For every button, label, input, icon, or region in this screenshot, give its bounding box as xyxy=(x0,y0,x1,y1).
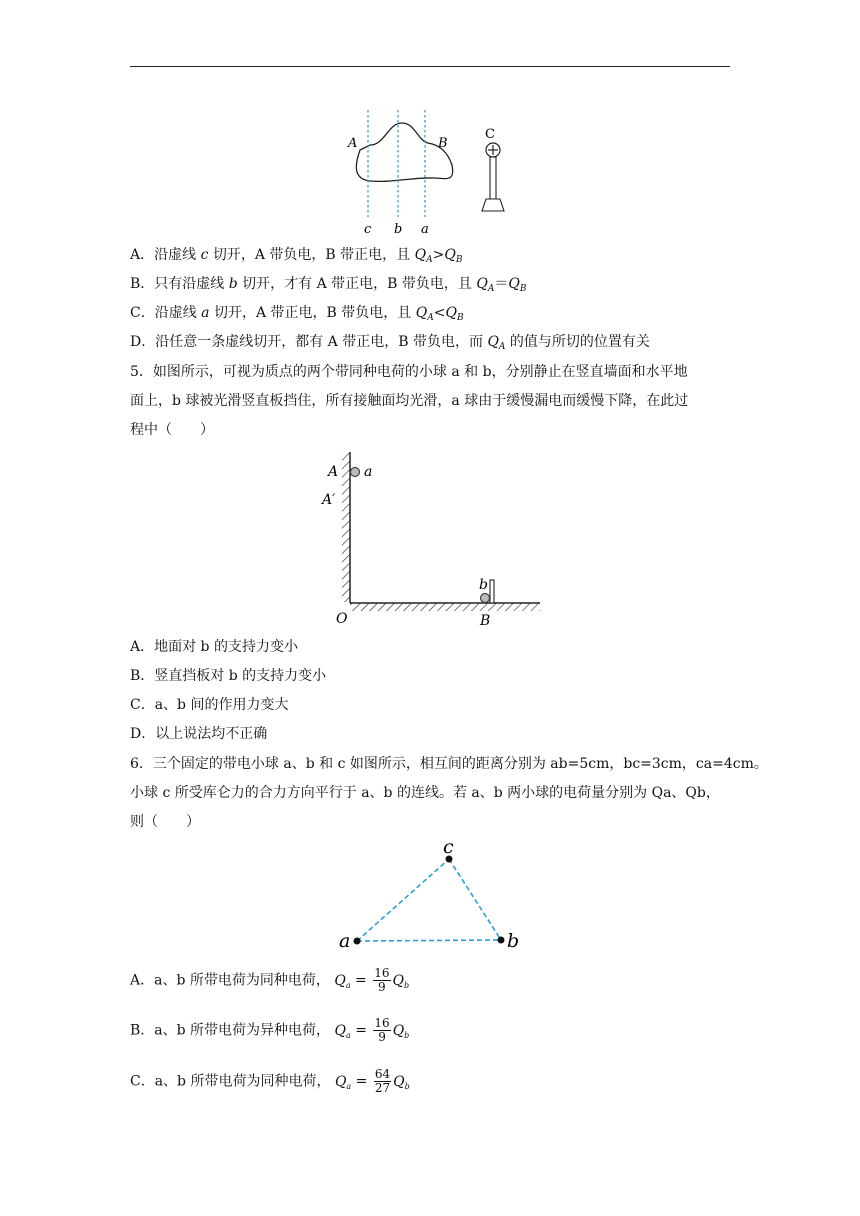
label-Aprime: A′ xyxy=(322,492,336,508)
q6-stem-line2: 小球 c 所受库仑力的合力方向平行于 a、b 的连线。若 a、b 两小球的电荷量分别为 Qa、Qb， xyxy=(130,785,720,801)
q6-option-b[interactable]: B．a、b 所带电荷为异种电荷， $Q_a$ = $\frac{16}{9}$ $Q_b$ xyxy=(130,1016,410,1044)
wall-hatch xyxy=(342,452,350,602)
side-ab xyxy=(357,940,501,941)
header-rule xyxy=(130,66,730,67)
label-B: B xyxy=(438,136,448,151)
baffle-board xyxy=(490,580,494,603)
q6-option-a[interactable]: A．a、b 所带电荷为同种电荷， $Q_a$ = $\frac{16}{9}$ $Q_b$ xyxy=(130,966,410,994)
q5-stem-line2: 面上，b 球被光滑竖直板挡住，所有接触面均光滑，a 球由于缓慢漏电而缓慢下降，在此过 xyxy=(130,393,689,409)
q5-stem-line3: 程中（ ） xyxy=(130,422,214,438)
q5-option-b[interactable]: B．竖直挡板对 b 的支持力变小 xyxy=(130,668,327,684)
label-a: a xyxy=(364,464,373,480)
label-C: C xyxy=(485,127,495,142)
label-A: A xyxy=(328,464,339,480)
label-c: c xyxy=(443,836,454,858)
figure-conductor xyxy=(340,105,520,240)
label-b: b xyxy=(479,577,488,593)
label-O: O xyxy=(336,611,348,627)
q5-stem-line1: 5．如图所示，可视为质点的两个带同种电荷的小球 a 和 b，分别静止在竖直墙面和水平地 xyxy=(130,364,688,380)
ball-b xyxy=(481,594,490,603)
ball-a xyxy=(351,468,360,477)
q6-option-c[interactable]: C．a、b 所带电荷为同种电荷， $Q_a$ = $\frac{64}{27}$ $Q_b$ xyxy=(130,1067,410,1095)
q6-stem-line3: 则（ ） xyxy=(130,814,200,830)
label-A: A xyxy=(348,136,358,151)
label-b: b xyxy=(394,222,403,237)
figure-triangle xyxy=(335,835,535,955)
q4-option-d[interactable]: D．沿任意一条虚线切开，都有 A 带正电，B 带负电，而 $Q_A$ 的值与所切的位置有关 xyxy=(130,334,650,352)
q5-option-a[interactable]: A．地面对 b 的支持力变小 xyxy=(130,639,298,655)
figure-wall-floor xyxy=(318,450,548,630)
side-ac xyxy=(357,859,449,941)
q4-option-c[interactable]: C．沿虚线 a 切开，A 带正电，B 带负电，且 $Q_A<Q_B$ xyxy=(130,305,464,323)
label-a: a xyxy=(421,222,429,237)
label-b: b xyxy=(507,930,520,952)
insulating-stand xyxy=(490,157,496,199)
q5-option-d[interactable]: D．以上说法均不正确 xyxy=(130,726,268,742)
floor-hatch xyxy=(350,603,540,611)
conductor-outline xyxy=(356,123,452,181)
stand-base xyxy=(482,199,504,211)
q4-option-a[interactable]: A．沿虚线 c 切开，A 带负电，B 带正电，且 $Q_A>Q_B$ xyxy=(130,247,463,265)
ball-b xyxy=(498,937,505,944)
label-c: c xyxy=(364,222,372,237)
label-a: a xyxy=(339,930,351,952)
label-B: B xyxy=(480,613,491,629)
q4-option-b[interactable]: B．只有沿虚线 b 切开，才有 A 带正电，B 带负电，且 $Q_A=Q_B$ xyxy=(130,276,527,294)
q6-stem-line1: 6．三个固定的带电小球 a、b 和 c 如图所示，相互间的距离分别为 ab=5cm，bc=3cm，ca=4cm。 xyxy=(130,756,768,772)
ball-a xyxy=(354,938,361,945)
q5-option-c[interactable]: C．a、b 间的作用力变大 xyxy=(130,697,289,713)
side-cb xyxy=(449,859,501,940)
